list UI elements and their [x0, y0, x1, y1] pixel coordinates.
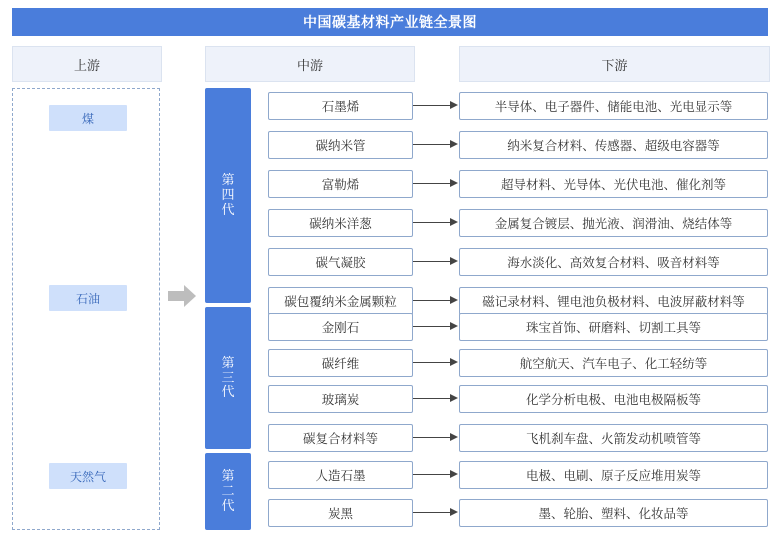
downstream-item[interactable]: 化学分析电极、电池电极隔板等	[459, 385, 768, 413]
column-header-downstream: 下游	[459, 46, 770, 82]
generation-label-third	[205, 307, 251, 449]
upstream-item-natural-gas[interactable]: 天然气	[49, 463, 127, 489]
downstream-item[interactable]: 超导材料、光导体、光伏电池、催化剂等	[459, 170, 768, 198]
connector-arrow-icon	[413, 287, 459, 315]
downstream-item[interactable]: 海水淡化、高效复合材料、吸音材料等	[459, 248, 768, 276]
generation-label-second	[205, 453, 251, 530]
page-title: 中国碳基材料产业链全景图	[12, 8, 768, 36]
midstream-item[interactable]: 碳复合材料等	[268, 424, 413, 452]
generation-text: 第二代	[221, 468, 235, 513]
upstream-group	[12, 88, 160, 530]
generation-text: 第四代	[221, 172, 235, 217]
midstream-item[interactable]: 石墨烯	[268, 92, 413, 120]
downstream-item[interactable]: 飞机刹车盘、火箭发动机喷管等	[459, 424, 768, 452]
connector-arrow-icon	[413, 92, 459, 120]
midstream-item[interactable]: 碳纳米管	[268, 131, 413, 159]
midstream-item[interactable]: 人造石墨	[268, 461, 413, 489]
connector-arrow-icon	[413, 209, 459, 237]
connector-arrow-icon	[413, 170, 459, 198]
connector-arrow-icon	[413, 349, 459, 377]
connector-arrow-icon	[413, 499, 459, 527]
downstream-item[interactable]: 电极、电刷、原子反应堆用炭等	[459, 461, 768, 489]
connector-arrow-icon	[413, 313, 459, 341]
downstream-item[interactable]: 纳米复合材料、传感器、超级电容器等	[459, 131, 768, 159]
downstream-item[interactable]: 磁记录材料、锂电池负极材料、电波屏蔽材料等	[459, 287, 768, 315]
midstream-item[interactable]: 碳气凝胶	[268, 248, 413, 276]
generation-text: 第三代	[221, 354, 235, 400]
column-header-midstream: 中游	[205, 46, 415, 82]
midstream-item[interactable]: 玻璃炭	[268, 385, 413, 413]
downstream-item[interactable]: 珠宝首饰、研磨料、切割工具等	[459, 313, 768, 341]
connector-arrow-icon	[413, 248, 459, 276]
connector-arrow-icon	[413, 461, 459, 489]
midstream-item[interactable]: 碳纤维	[268, 349, 413, 377]
downstream-item[interactable]: 半导体、电子器件、储能电池、光电显示等	[459, 92, 768, 120]
connector-arrow-icon	[413, 424, 459, 452]
generation-label-fourth	[205, 88, 251, 303]
midstream-item[interactable]: 碳纳米洋葱	[268, 209, 413, 237]
midstream-item[interactable]: 金刚石	[268, 313, 413, 341]
downstream-item[interactable]: 金属复合镀层、抛光液、润滑油、烧结体等	[459, 209, 768, 237]
connector-arrow-icon	[413, 385, 459, 413]
midstream-item[interactable]: 碳包覆纳米金属颗粒	[268, 287, 413, 315]
flow-arrow-icon	[168, 285, 196, 307]
downstream-item[interactable]: 墨、轮胎、塑料、化妆品等	[459, 499, 768, 527]
column-header-upstream: 上游	[12, 46, 162, 82]
midstream-item[interactable]: 富勒烯	[268, 170, 413, 198]
downstream-item[interactable]: 航空航天、汽车电子、化工轻纺等	[459, 349, 768, 377]
upstream-item-coal[interactable]: 煤	[49, 105, 127, 131]
upstream-item-petroleum[interactable]: 石油	[49, 285, 127, 311]
connector-arrow-icon	[413, 131, 459, 159]
midstream-item[interactable]: 炭黑	[268, 499, 413, 527]
